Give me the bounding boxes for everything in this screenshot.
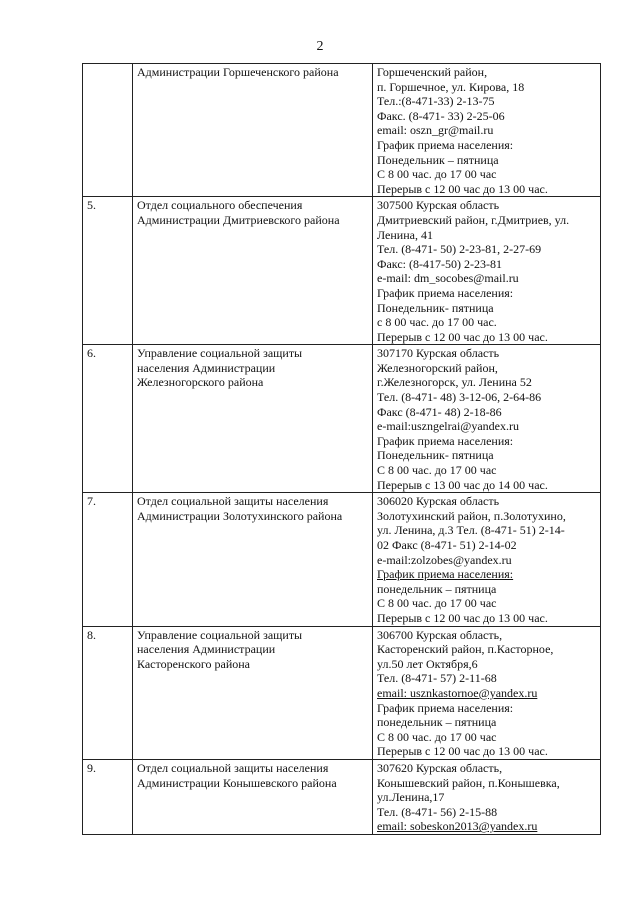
email-address: e-mail:zolzobes@yandex.ru xyxy=(377,552,512,567)
contact-line: Перерыв с 12 00 час до 13 00 час. xyxy=(377,181,548,196)
contact-line: Конышевский район, п.Конышевка, xyxy=(377,775,560,790)
row-number: 7. xyxy=(87,494,96,509)
organization-name-line: Администрации Конышевского района xyxy=(137,775,337,790)
table-row xyxy=(83,345,601,493)
contact-line: Ленина, 41 xyxy=(377,227,433,242)
contact-line: Факс (8-471- 48) 2-18-86 xyxy=(377,404,502,419)
organization-cell xyxy=(133,64,373,197)
contact-line: График приема населения: xyxy=(377,700,514,715)
organization-cell xyxy=(133,345,373,493)
table-row xyxy=(83,197,601,345)
organization-name-line: Администрации Дмитриевского района xyxy=(137,212,340,227)
contact-line: Перерыв с 13 00 час до 14 00 час. xyxy=(377,477,548,492)
contact-line: Перерыв с 12 00 час до 13 00 час. xyxy=(377,329,548,344)
social-protection-offices-table xyxy=(82,63,601,835)
table-row xyxy=(83,493,601,626)
contact-line: г.Железногорск, ул. Ленина 52 xyxy=(377,375,532,390)
email-address: e-mail: dm_socobes@mail.ru xyxy=(377,271,519,286)
contact-line: График приема населения: xyxy=(377,285,514,300)
contact-cell xyxy=(373,759,601,834)
organization-name-line: Отдел социальной защиты населения xyxy=(137,494,329,509)
contact-line: Понедельник – пятница xyxy=(377,152,499,167)
organization-name-line: Отдел социального обеспечения xyxy=(137,198,303,213)
email-address: email: oszn_gr@mail.ru xyxy=(377,123,494,138)
email-address: e-mail:uszngelrai@yandex.ru xyxy=(377,419,519,434)
contact-line: Дмитриевский район, г.Дмитриев, ул. xyxy=(377,212,570,227)
organization-name-line: Отдел социальной защиты населения xyxy=(137,760,329,775)
contact-line: 306700 Курская область, xyxy=(377,627,503,642)
organization-name-line: Администрации Золотухинского района xyxy=(137,508,343,523)
contact-line: п. Горшечное, ул. Кирова, 18 xyxy=(377,79,525,94)
contact-line: Тел. (8-471- 50) 2-23-81, 2-27-69 xyxy=(377,242,542,257)
contact-line: Тел. (8-471- 56) 2-15-88 xyxy=(377,804,498,819)
organization-name-line: Администрации Горшеченского района xyxy=(137,65,339,79)
contact-line: Факс: (8-417-50) 2-23-81 xyxy=(377,256,502,271)
contact-cell xyxy=(373,493,601,626)
contact-line: 306020 Курская область xyxy=(377,494,500,509)
contact-line: 307170 Курская область xyxy=(377,346,500,361)
contact-line: Железногорский район, xyxy=(377,360,498,375)
contact-line: Перерыв с 12 00 час до 13 00 час. xyxy=(377,744,548,759)
contact-line: с 8 00 час. до 17 00 час. xyxy=(377,315,497,330)
contact-line: Перерыв с 12 00 час до 13 00 час. xyxy=(377,610,548,625)
contact-line: ул.50 лет Октября,6 xyxy=(377,656,478,671)
row-number-cell xyxy=(83,64,133,197)
contact-cell xyxy=(373,64,601,197)
row-number-cell xyxy=(83,626,133,759)
row-number-cell xyxy=(83,759,133,834)
organization-name-line: Управление социальной защиты xyxy=(137,346,303,361)
contact-line: 02 Факс (8-471- 51) 2-14-02 xyxy=(377,538,517,552)
organization-cell xyxy=(133,626,373,759)
contact-line: Горшеченский район, xyxy=(377,65,488,79)
contact-line: Понедельник- пятница xyxy=(377,300,494,315)
row-number-cell xyxy=(83,345,133,493)
contact-cell xyxy=(373,197,601,345)
contact-line: ул.Ленина,17 xyxy=(377,790,445,805)
contact-line: С 8 00 час. до 17 00 час xyxy=(377,596,497,611)
organization-cell xyxy=(133,759,373,834)
contact-line: График приема населения: xyxy=(377,567,514,582)
contact-line: С 8 00 час. до 17 00 час xyxy=(377,463,497,478)
page-number: 2 xyxy=(316,39,324,54)
contact-line: График приема населения: xyxy=(377,433,514,448)
contact-line: понедельник – пятница xyxy=(377,581,497,596)
contact-line: Тел.:(8-471-33) 2-13-75 xyxy=(377,94,495,109)
contact-line: График приема населения: xyxy=(377,137,514,152)
table-row xyxy=(83,759,601,834)
table-row xyxy=(83,626,601,759)
contact-line: ул. Ленина, д.3 Тел. (8-471- 51) 2-14- xyxy=(377,523,565,538)
email-address: email: sobeskon2013@yandex.ru xyxy=(377,819,538,834)
organization-name-line: Управление социальной защиты xyxy=(137,627,303,642)
organization-cell xyxy=(133,493,373,626)
organization-name-line: Железногорского района xyxy=(137,375,264,390)
contact-cell xyxy=(373,626,601,759)
contact-line: С 8 00 час. до 17 00 час xyxy=(377,167,497,182)
organization-name-line: Касторенского района xyxy=(137,656,250,671)
row-number: 8. xyxy=(87,627,96,642)
table-row xyxy=(83,64,601,197)
contact-line: Касторенский район, п.Касторное, xyxy=(377,642,554,657)
contact-line: Факс. (8-471- 33) 2-25-06 xyxy=(377,108,505,123)
organization-cell xyxy=(133,197,373,345)
contact-line: Тел. (8-471- 57) 2-11-68 xyxy=(377,671,497,686)
table-body xyxy=(83,64,601,835)
contact-line: 307500 Курская область xyxy=(377,198,500,213)
row-number: 6. xyxy=(87,346,96,361)
organization-name-line: населения Администрации xyxy=(137,360,276,375)
contact-line: 307620 Курская область, xyxy=(377,760,503,775)
row-number-cell xyxy=(83,493,133,626)
contact-line: Золотухинский район, п.Золотухино, xyxy=(377,508,566,523)
contact-line: понедельник – пятница xyxy=(377,715,497,730)
contact-line: Тел. (8-471- 48) 3-12-06, 2-64-86 xyxy=(377,390,542,405)
contact-cell xyxy=(373,345,601,493)
row-number: 5. xyxy=(87,198,96,213)
email-address: email: usznkastornoe@yandex.ru xyxy=(377,685,538,700)
contact-line: Понедельник- пятница xyxy=(377,448,494,463)
organization-name-line: населения Администрации xyxy=(137,642,276,657)
row-number: 9. xyxy=(87,760,96,775)
row-number-cell xyxy=(83,197,133,345)
contact-line: С 8 00 час. до 17 00 час xyxy=(377,729,497,744)
